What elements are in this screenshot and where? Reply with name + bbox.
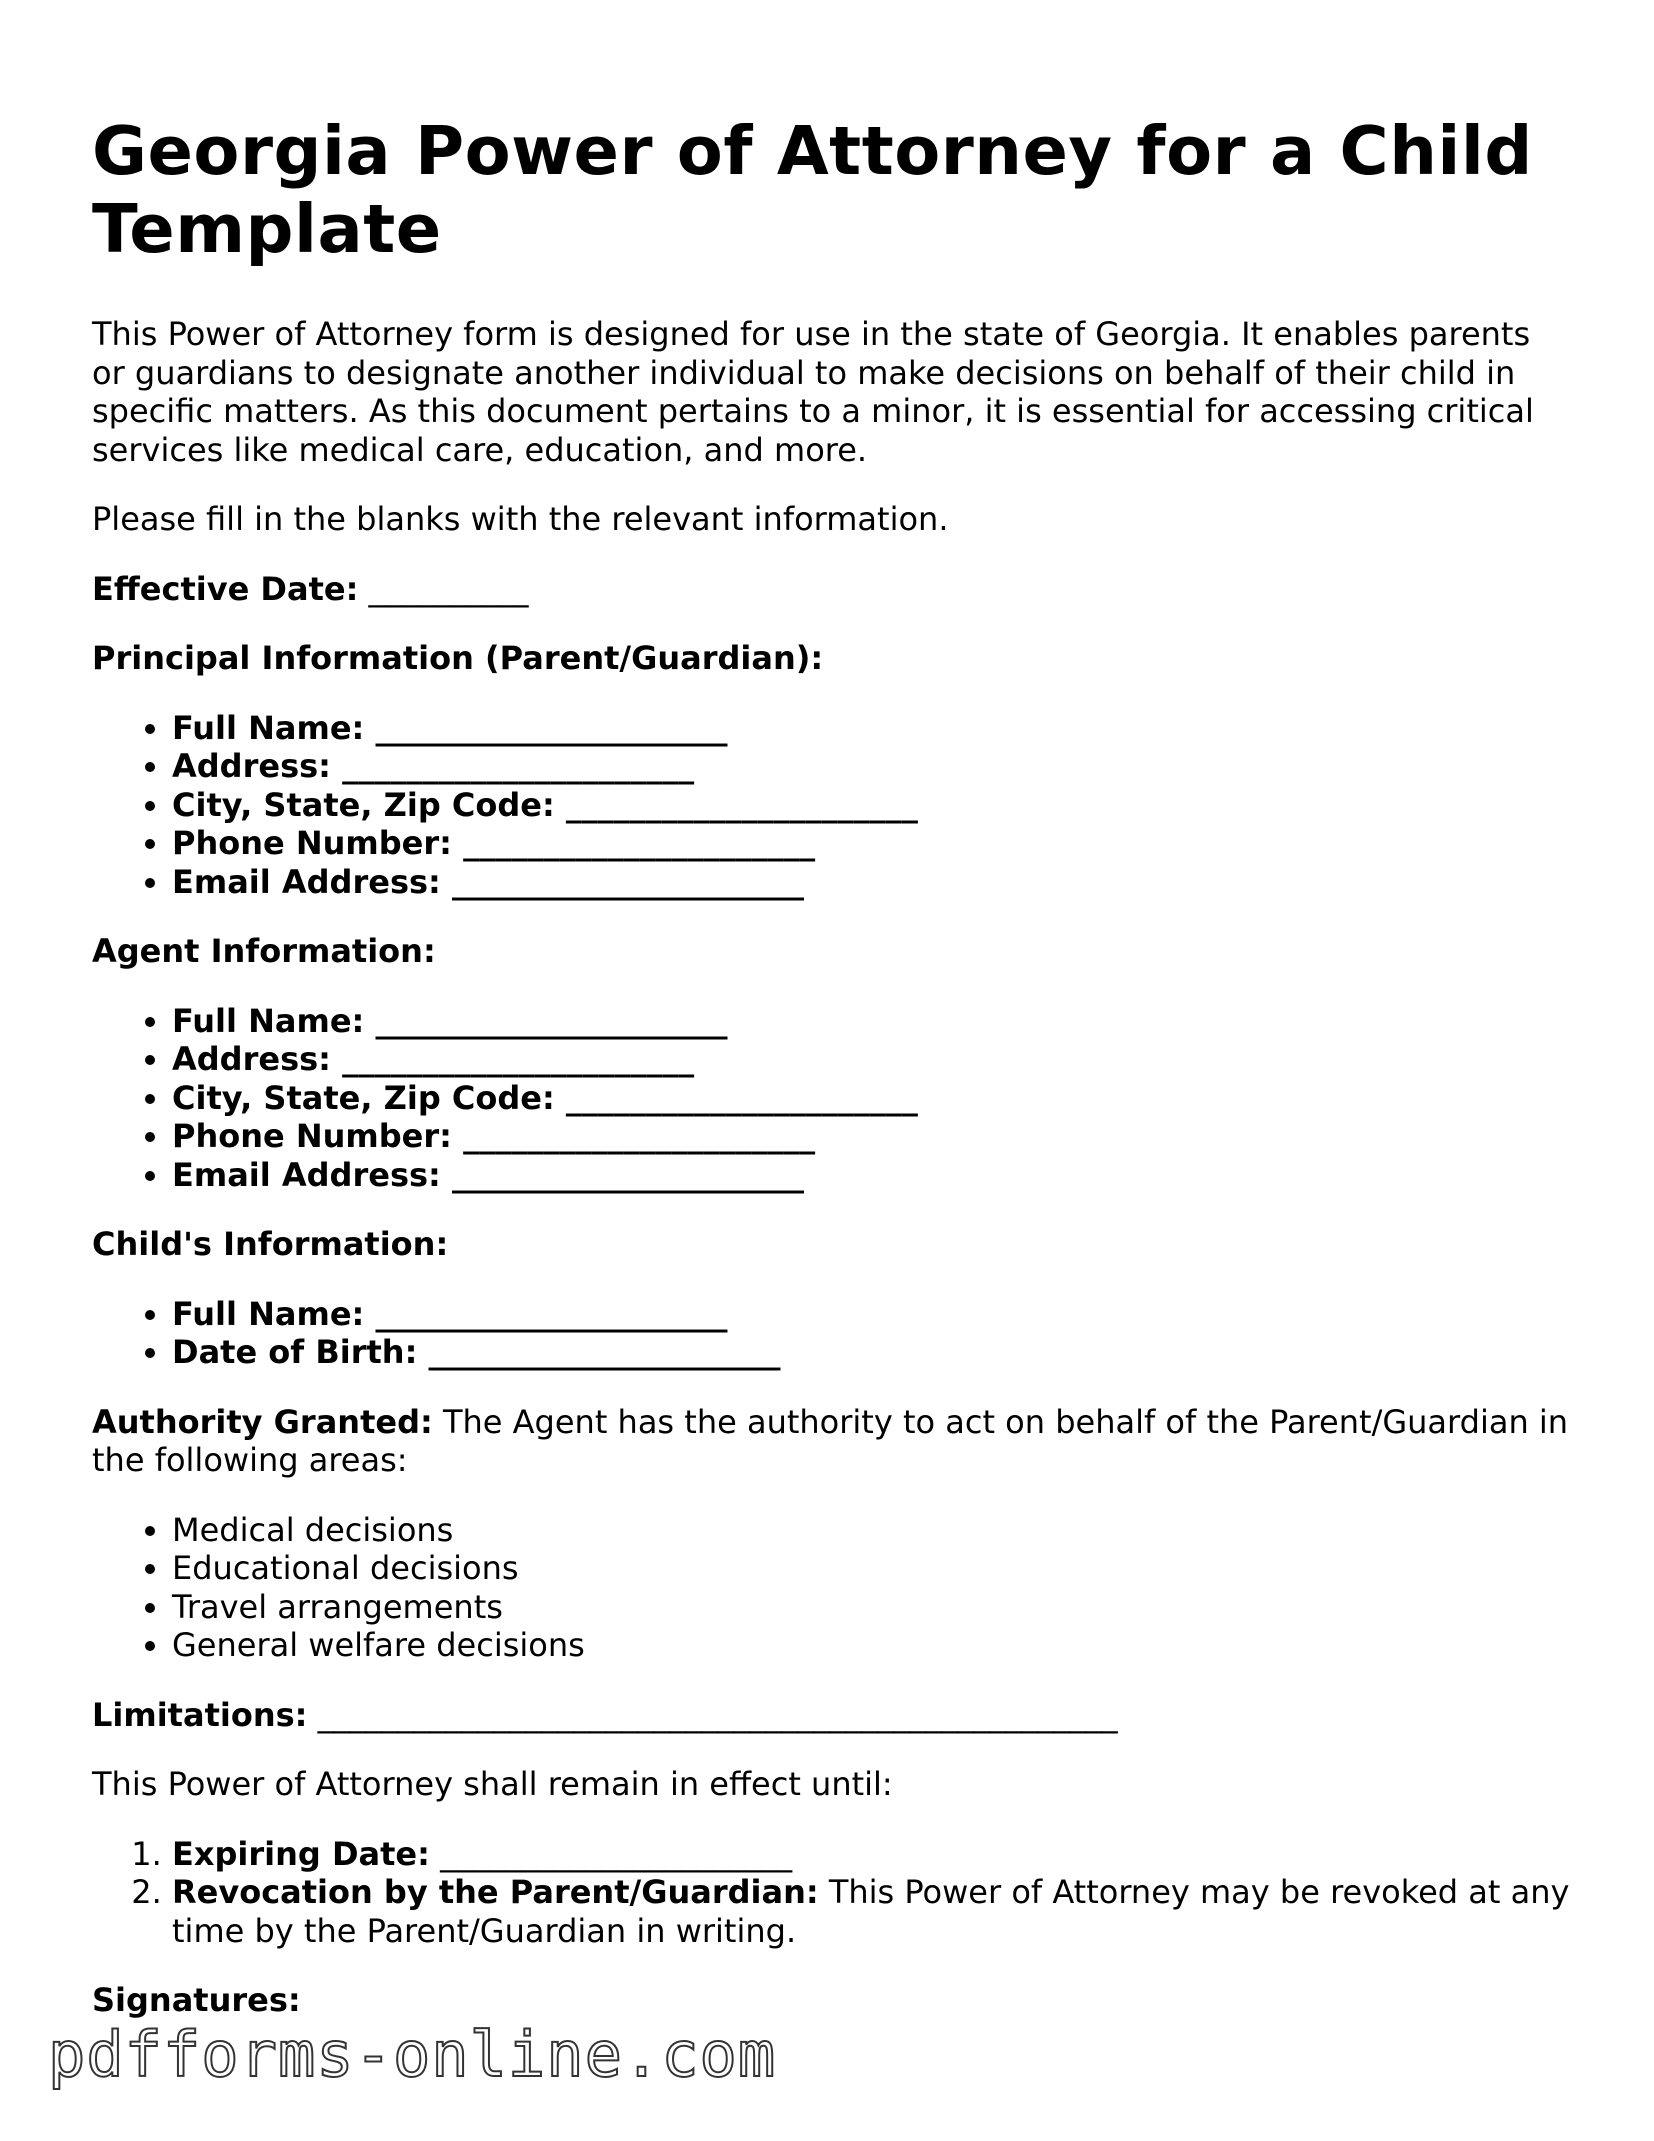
signatures-heading: Signatures:	[92, 1981, 301, 2019]
field-blank[interactable]: ______________________	[451, 1155, 804, 1194]
field-label: Date of Birth:	[172, 1333, 418, 1371]
expiring-date-blank[interactable]: ______________________	[440, 1834, 793, 1873]
field-label: City, State, Zip Code:	[172, 1078, 555, 1117]
instructions-paragraph: Please fill in the blanks with the relevant information.	[92, 500, 949, 538]
limitations-label: Limitations:	[92, 1695, 308, 1734]
field-blank[interactable]: ______________________	[375, 1294, 728, 1333]
authority-item: • General welfare decisions	[172, 1626, 1572, 1665]
field-label: City, State, Zip Code:	[172, 785, 555, 824]
agent-heading: Agent Information:	[92, 932, 436, 970]
field-label: Phone Number:	[172, 1117, 452, 1155]
effective-date-blank[interactable]: __________	[368, 569, 529, 608]
field-label: Email Address:	[172, 1155, 441, 1194]
agent-field-list	[92, 1002, 1572, 1195]
termination-list	[92, 1835, 1572, 1951]
authority-item: • Educational decisions	[172, 1549, 1572, 1588]
termination-label: Revocation by the Parent/Guardian:	[172, 1873, 819, 1911]
field-blank[interactable]: ______________________	[463, 1117, 816, 1155]
agent-full-name	[172, 1002, 1572, 1041]
field-blank[interactable]: ______________________	[565, 785, 918, 824]
effective-date-label: Effective Date:	[92, 569, 359, 608]
termination-item-revocation	[172, 1873, 1572, 1950]
agent-city-state-zip	[172, 1079, 1572, 1118]
child-heading: Child's Information:	[92, 1225, 449, 1263]
field-label: Phone Number:	[172, 824, 452, 862]
field-blank[interactable]: ______________________	[451, 862, 804, 901]
field-blank[interactable]: ______________________	[428, 1333, 781, 1371]
authority-text: The Agent has the authority to act on behalf of the Parent/Guardian in the following areas:	[92, 1402, 1569, 1479]
field-blank[interactable]: ______________________	[463, 824, 816, 862]
field-blank[interactable]: ______________________	[565, 1078, 918, 1117]
authority-item: • Medical decisions	[172, 1511, 1572, 1550]
field-label: Full Name:	[172, 708, 365, 747]
field-label: Address:	[172, 747, 331, 785]
field-label: Email Address:	[172, 862, 441, 901]
authority-paragraph	[92, 1403, 1572, 1480]
field-blank[interactable]: ______________________	[342, 747, 695, 785]
field-label: Full Name:	[172, 1001, 365, 1040]
authority-item: • Travel arrangements	[172, 1588, 1572, 1627]
principal-full-name	[172, 709, 1572, 748]
effect-statement: This Power of Attorney shall remain in effect until:	[92, 1765, 893, 1803]
authority-list	[92, 1511, 1572, 1665]
watermark: pdfforms-online.com	[48, 2018, 777, 2091]
principal-phone	[172, 824, 1572, 863]
intro-paragraph: This Power of Attorney form is designed for use in the state of Georgia. It enables parents or guardians to designate another individual to make decisions on behalf of their child in specific matters. As this document pertains to a minor, it is essential for accessing critical services like medical care, education, and more.	[92, 315, 1534, 469]
principal-email	[172, 863, 1572, 902]
principal-field-list	[92, 709, 1572, 902]
termination-label: Expiring Date:	[172, 1834, 430, 1873]
page-title: Georgia Power of Attorney for a Child Template	[92, 112, 1533, 268]
termination-item-expiring-date	[172, 1835, 1572, 1874]
child-date-of-birth	[172, 1333, 1572, 1372]
agent-phone	[172, 1117, 1572, 1156]
child-field-list	[92, 1295, 1572, 1372]
child-full-name	[172, 1295, 1572, 1334]
principal-heading: Principal Information (Parent/Guardian):	[92, 639, 824, 677]
field-blank[interactable]: ______________________	[375, 1001, 728, 1040]
limitations-line	[92, 1696, 1572, 1735]
limitations-blank[interactable]: __________________________________________________	[317, 1695, 1118, 1734]
field-blank[interactable]: ______________________	[375, 708, 728, 747]
field-label: Full Name:	[172, 1294, 365, 1333]
authority-label: Authority Granted:	[92, 1402, 433, 1441]
effective-date-line	[92, 570, 1572, 609]
document-page	[92, 112, 1572, 2051]
principal-address	[172, 747, 1572, 786]
principal-city-state-zip	[172, 786, 1572, 825]
field-label: Address:	[172, 1040, 331, 1078]
agent-email	[172, 1156, 1572, 1195]
agent-address	[172, 1040, 1572, 1079]
termination-text: This Power of Attorney may be revoked at any time by the Parent/Guardian in writing.	[172, 1873, 1570, 1950]
field-blank[interactable]: ______________________	[342, 1040, 695, 1078]
